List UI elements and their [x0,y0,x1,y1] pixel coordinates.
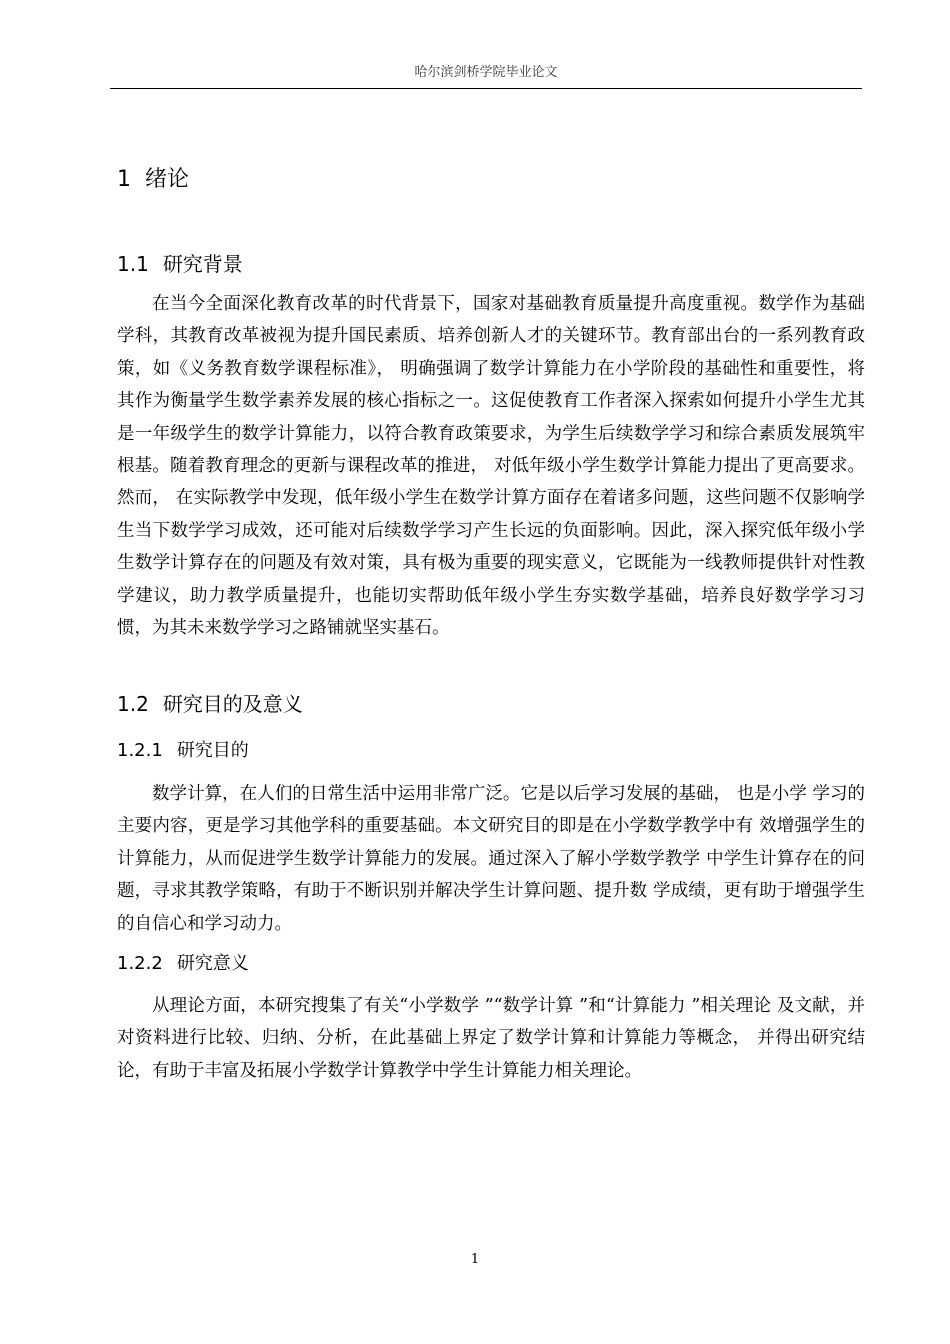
chapter-heading [117,165,189,195]
subsection-heading-1-2-1 [117,738,249,764]
chapter-number: 1 [117,167,131,192]
section-number: 1.2 [117,692,149,716]
section-number: 1.1 [117,252,149,276]
section-title: 研究目的及意义 [162,692,303,716]
subsection-heading-1-2-2 [117,951,249,977]
subsection-title: 研究目的 [176,740,249,761]
subsection-title: 研究意义 [176,953,249,974]
subsection-number: 1.2.2 [117,953,163,974]
header-divider [110,88,862,89]
background-paragraph: 在当今全面深化教育改革的时代背景下，国家对基础教育质量提升高度重视。数学作为基础学科，其教育改革被视为提升国民素质、培养创新人才的关键环节。教育部出台的一系列教育政策，如《义务教育数学课程标准》， 明确强调了数学计算能力在小学阶段的基础性和重要性，将其作为衡量学生数学素养发展的核心指标之一。这促使教育工作者深入探索如何提升小学生尤其是一年级学生的数学计算能力，以符合教育政策要求，为学生后续数学学习和综合素质发展筑牢根基。随着教育理念的更新与课程改革的推进， 对低年级小学生数学计算能力提出了更高要求。然而， 在实际教学中发现，低年级小学生在数学计算方面存在着诸多问题，这些问题不仅影响学生当下数学学习成效，还可能对后续数学学习产生长远的负面影响。因此，深入探究低年级小学生数学计算存在的问题及有效对策，具有极为重要的现实意义，它既能为一线教师提供针对性教学建议，助力教学质量提升，也能切实帮助低年级小学生夯实数学基础，培养良好数学学习习惯，为其未来数学学习之路铺就坚实基石。 [117,294,865,639]
running-header: 哈尔滨剑桥学院毕业论文 [414,65,558,80]
subsection-number: 1.2.1 [117,740,163,761]
section-title: 研究背景 [162,252,243,276]
significance-paragraph: 从理论方面，本研究搜集了有关“小学数学 ”“数学计算 ”和“计算能力 ”相关理论 及文献，并对资料进行比较、归纳、分析，在此基础上界定了数学计算和计算能力等概念， 并得出研究结论，有助于丰富及拓展小学数学计算教学中学生计算能力相关理论。 [117,996,865,1081]
section-heading-1-2 [117,690,303,718]
section-heading-1-1 [117,250,243,278]
page-number: 1 [470,1252,480,1267]
purpose-paragraph: 数学计算，在人们的日常生活中运用非常广泛。它是以后学习发展的基础， 也是小学 学习的主要内容，更是学习其他学科的重要基础。本文研究目的即是在小学数学教学中有 效增强学生的计算能力，从而促进学生数学计算能力的发展。通过深入了解小学数学教学 中学生计算存在的问题，寻求其教学策略，有助于不断识别并解决学生计算问题、提升数 学成绩，更有助于增强学生的自信心和学习动力。 [117,784,865,934]
chapter-title: 绪论 [145,167,190,192]
